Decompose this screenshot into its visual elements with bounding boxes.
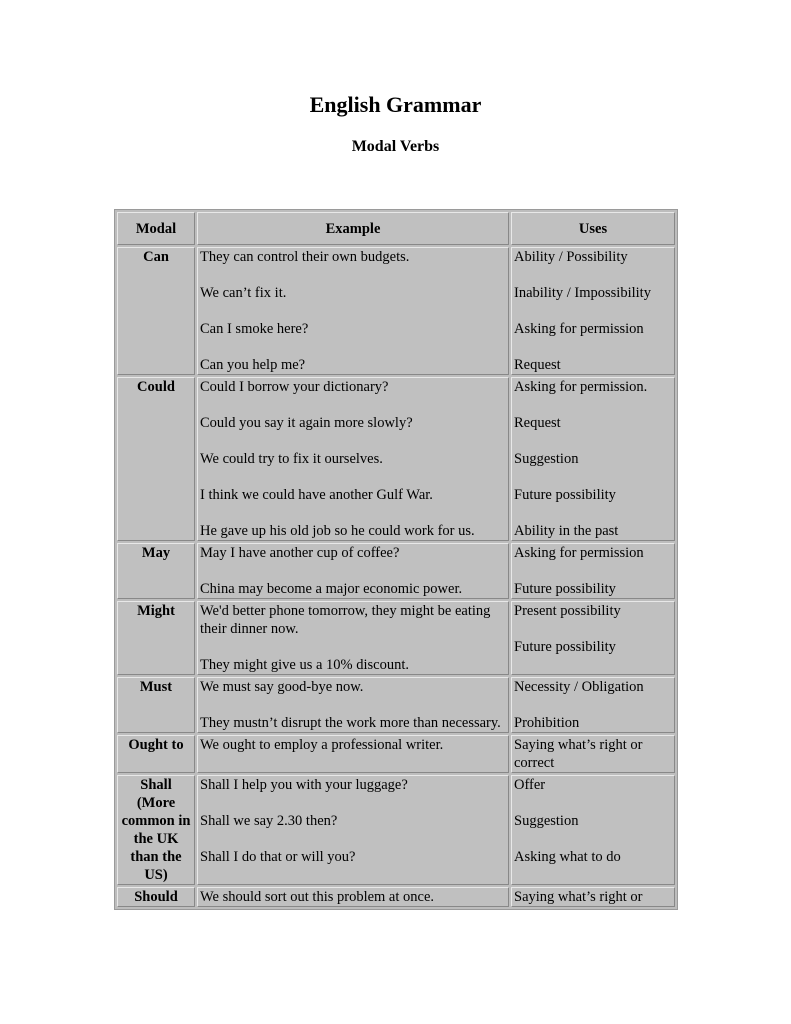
example-text: They can control their own budgets. (200, 249, 410, 265)
uses-cell (511, 735, 675, 773)
example-text: We ought to employ a professional writer. (200, 737, 444, 753)
table-header-row (117, 212, 675, 245)
uses-cell (511, 377, 675, 541)
uses-cell (511, 887, 675, 907)
example-text: Shall I do that or will you? (200, 849, 356, 865)
modal-cell: May (117, 543, 195, 599)
example-text: We could try to fix it ourselves. (200, 451, 383, 467)
modal-cell: Must (117, 677, 195, 733)
example-text: We'd better phone tomorrow, they might be eating their dinner now. (200, 603, 491, 637)
table-row (117, 887, 675, 907)
table-row (117, 735, 675, 773)
use-text: Inability / Impossibility (514, 285, 651, 301)
example-text: I think we could have another Gulf War. (200, 487, 433, 503)
uses-cell (511, 677, 675, 733)
example-cell (197, 677, 509, 733)
use-text: Asking for permission (514, 545, 644, 561)
use-text: Prohibition (514, 715, 580, 731)
modal-cell: Shall (More common in the UK than the US) (117, 775, 195, 885)
example-cell (197, 735, 509, 773)
uses-cell (511, 775, 675, 885)
table-row (117, 677, 675, 733)
uses-cell (511, 601, 675, 675)
example-text: We must say good-bye now. (200, 679, 364, 695)
use-text: Present possibility (514, 603, 621, 619)
example-text: We should sort out this problem at once. (200, 889, 435, 905)
table-row (117, 775, 675, 885)
use-text: Asking what to do (514, 849, 621, 865)
use-text: Ability in the past (514, 523, 619, 539)
use-text: Ability / Possibility (514, 249, 628, 265)
example-text: He gave up his old job so he could work for us. (200, 523, 475, 539)
modal-cell: Should (117, 887, 195, 907)
use-text: Future possibility (514, 639, 616, 655)
use-text: Request (514, 415, 561, 431)
table-row (117, 247, 675, 375)
example-text: Shall I help you with your luggage? (200, 777, 408, 793)
example-cell (197, 775, 509, 885)
example-text: China may become a major economic power. (200, 581, 463, 597)
use-text: Saying what’s right or correct (514, 737, 643, 771)
example-cell (197, 543, 509, 599)
example-text: Shall we say 2.30 then? (200, 813, 338, 829)
use-text: Asking for permission (514, 321, 644, 337)
use-text: Suggestion (514, 451, 579, 467)
use-text: Suggestion (514, 813, 579, 829)
modal-cell: Might (117, 601, 195, 675)
header-example: Example (197, 212, 509, 245)
use-text: Future possibility (514, 487, 616, 503)
use-text: Offer (514, 777, 546, 793)
modal-verbs-table (114, 209, 678, 910)
example-text: They mustn’t disrupt the work more than necessary. (200, 715, 501, 731)
table-row (117, 543, 675, 599)
uses-cell (511, 543, 675, 599)
modal-cell: Could (117, 377, 195, 541)
example-text: Can I smoke here? (200, 321, 309, 337)
header-uses: Uses (511, 212, 675, 245)
use-text: Asking for permission. (514, 379, 648, 395)
example-text: We can’t fix it. (200, 285, 287, 301)
example-cell (197, 601, 509, 675)
use-text: Necessity / Obligation (514, 679, 644, 695)
example-text: Could I borrow your dictionary? (200, 379, 389, 395)
table-row (117, 601, 675, 675)
example-cell (197, 377, 509, 541)
use-text: Request (514, 357, 561, 373)
uses-cell (511, 247, 675, 375)
example-text: Can you help me? (200, 357, 306, 373)
table-row (117, 377, 675, 541)
example-text: May I have another cup of coffee? (200, 545, 400, 561)
header-modal: Modal (117, 212, 195, 245)
example-cell (197, 247, 509, 375)
use-text: Saying what’s right or (514, 889, 643, 905)
modal-cell: Can (117, 247, 195, 375)
page-title: English Grammar (309, 92, 482, 117)
use-text: Future possibility (514, 581, 616, 597)
example-text: Could you say it again more slowly? (200, 415, 413, 431)
page-subtitle: Modal Verbs (351, 138, 440, 155)
example-cell (197, 887, 509, 907)
example-text: They might give us a 10% discount. (200, 657, 410, 673)
modal-cell: Ought to (117, 735, 195, 773)
